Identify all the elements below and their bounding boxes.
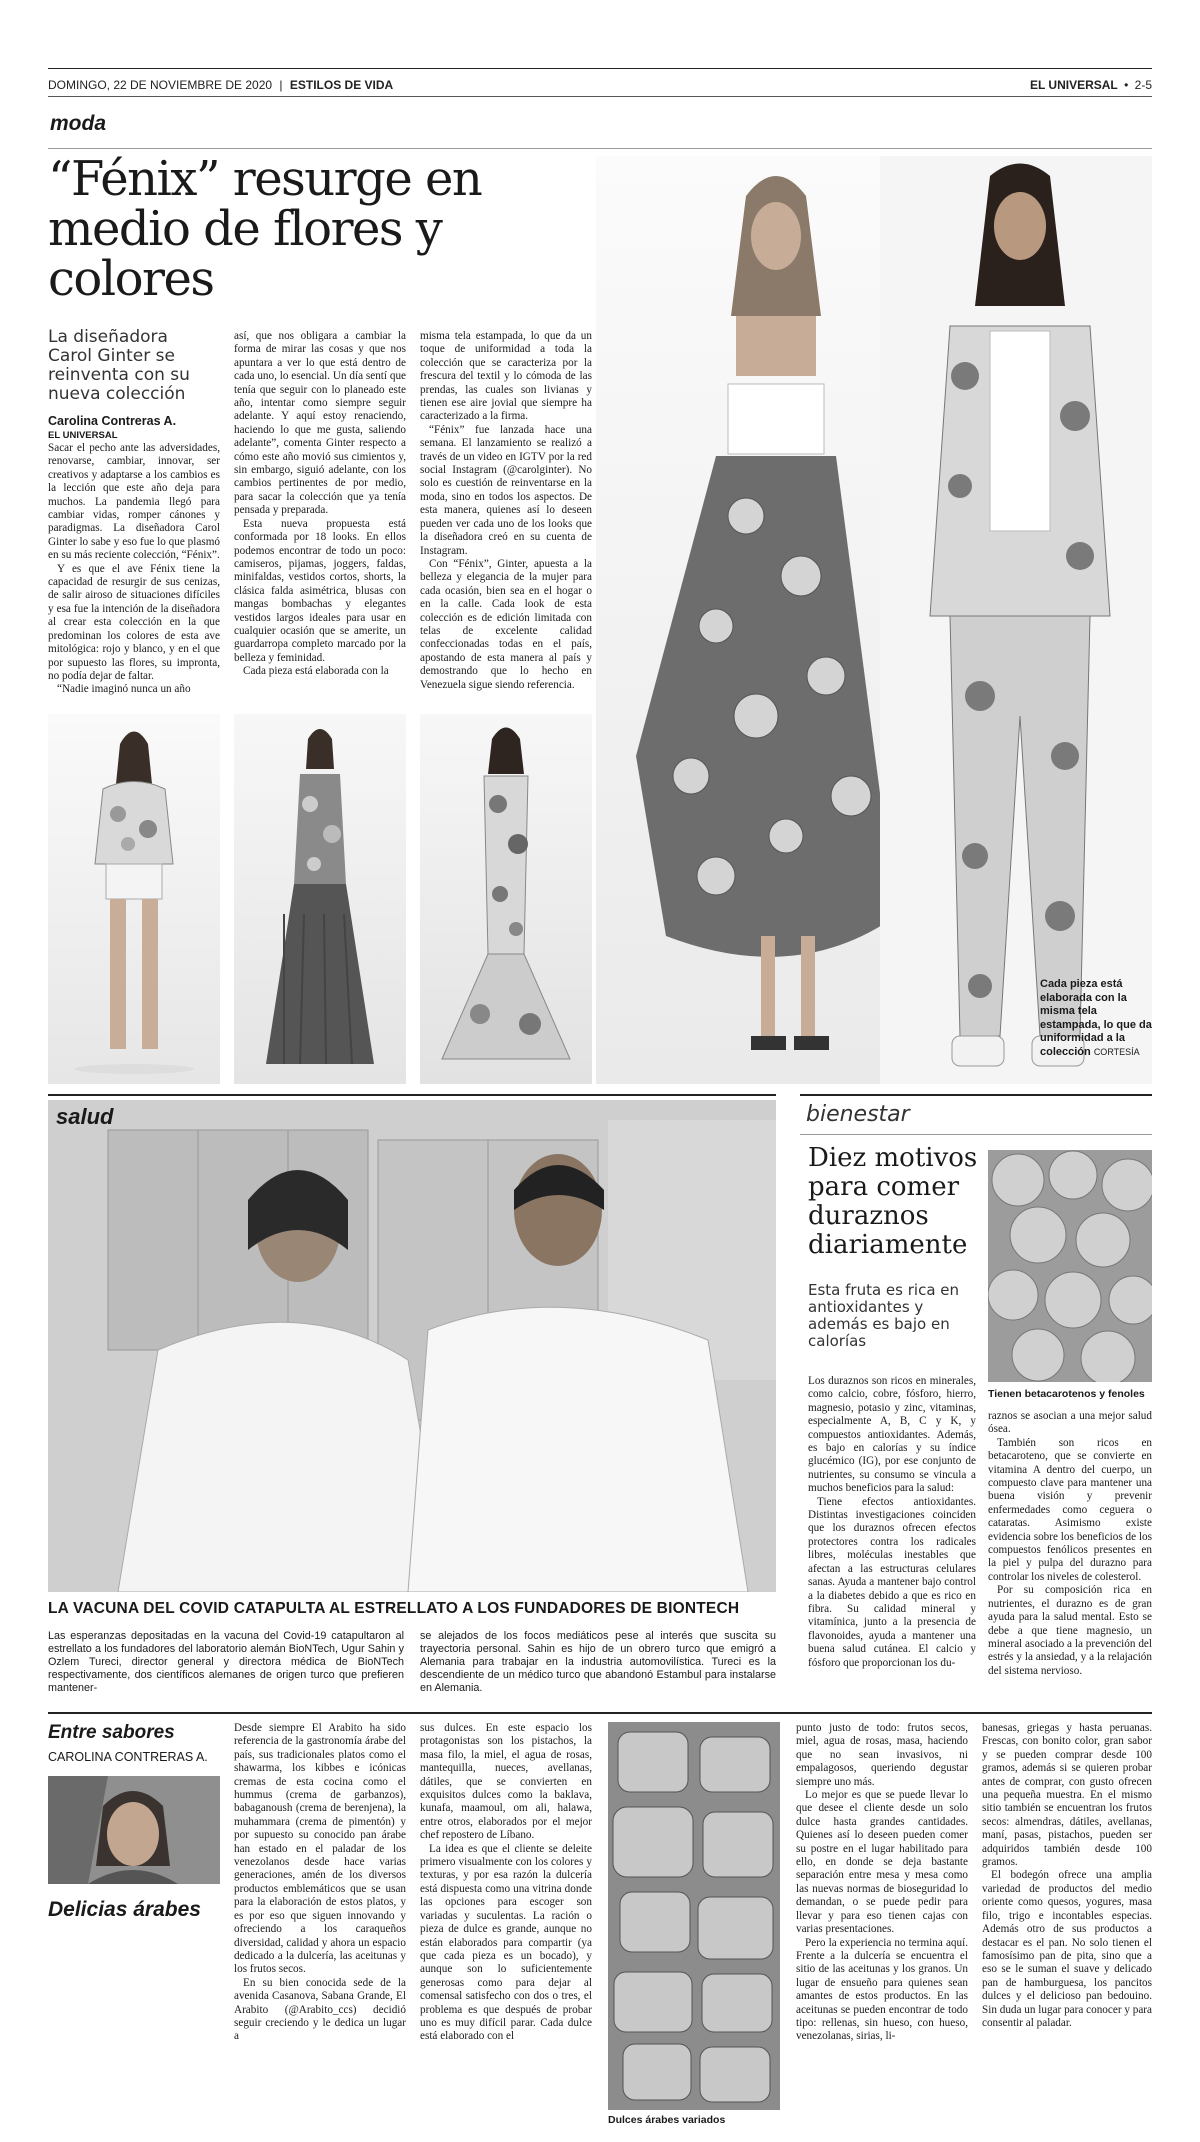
moda-rule bbox=[48, 148, 1152, 149]
moda-photo-credit: CORTESÍA bbox=[1093, 1046, 1140, 1057]
arab-sweets-illustration bbox=[608, 1722, 780, 2110]
salud-top-rule bbox=[48, 1094, 776, 1096]
arab-sweets-caption: Dulces árabes variados bbox=[608, 2114, 726, 2126]
moda-author: Carolina Contreras A. bbox=[48, 414, 177, 428]
paragraph: Sacar el pecho ante las adversidades, renovarse, cambiar, innovar, ser creativos y adaptarse a los cambios es la lección que este año deja para muchos. La pandemia llegó para cambiar vidas, romper cánones y paradigmas. La diseñadora Carol Ginter lo sabe y eso fue lo que plasmó en su más reciente colección, “Fénix”. bbox=[48, 442, 220, 562]
moda-column-2 bbox=[234, 330, 406, 679]
bienestar-column-2 bbox=[988, 1410, 1152, 1678]
peaches-photo-caption: Tienen betacarotenos y fenoles bbox=[988, 1388, 1145, 1400]
bienestar-top-rule bbox=[800, 1094, 1152, 1096]
paragraph: Esta nueva propuesta está conformada por 18 looks. En ellos podemos encontrar de todo un poco: camiseros, pijamas, joggers, faldas, minifaldas, vestidos cortos, shorts, la clásica falda asimétrica, blusas con mangas bombachas y elegantes vestidos largos ideales para usar en cualquier ocasión que se amerite, un guardarropa completo marcado por la belleza y feminidad. bbox=[234, 517, 406, 664]
paragraph: Por su composición rica en nutrientes, el durazno es de gran ayuda para la salud mental. Esto se debe a que tiene magnesio, un mineral asociado a la prevención del estrés y la ansiedad, y a la relajación del sistema nervioso. bbox=[988, 1584, 1152, 1677]
model-photo-long-dress bbox=[234, 714, 406, 1084]
model-jogger-illustration bbox=[880, 156, 1152, 1084]
paragraph: “Nadie imaginó nunca un año bbox=[57, 683, 191, 696]
model-photo-asymmetric-skirt bbox=[596, 156, 926, 1084]
paragraph: banesas, griegas y hasta peruanas. Frescas, con bonito color, gran sabor y se pueden comprar desde 100 gramos, además si se quieren probar antes de comprar, con gusto ofrecen una pequeña muestra. En el mismo sitio también se encuentran los frutos secos: almendras, dátiles, avellanas, maní, pasas, pistachos, pueden ser adquiridos también desde 100 gramos. bbox=[982, 1722, 1152, 1869]
paragraph: La idea es que el cliente se deleite primero visualmente con los colores y texturas, y por esa razón la dulcería está dispuesta como una vitrina donde las opciones para escoger son variadas y suculentas. La ración o pieza de dulce es grande, aunque no están elaborados para compartir (ya que cada pieza es un bocado), y aunque son lo suficientemente generosas como para dejar al comensal satisfecho con dos o tres, el problema es que después de probar uno es muy difícil parar. Cada dulce está elaborado con el bbox=[420, 1842, 592, 2043]
model-photo-mermaid-dress bbox=[420, 714, 592, 1084]
header-paper-name: EL UNIVERSAL bbox=[1029, 78, 1118, 92]
model-shorts-illustration bbox=[48, 714, 220, 1084]
header-top-rule bbox=[48, 68, 1152, 69]
moda-photo-caption bbox=[1040, 978, 1152, 1059]
bienestar-headline: Diez motivos para comer duraznos diariamente bbox=[808, 1143, 978, 1260]
header-date-line: DOMINGO, 22 DE NOVIEMBRE DE 2020 | ESTILOS DE VIDA bbox=[48, 78, 394, 92]
paragraph: así, que nos obligara a cambiar la forma de mirar las cosas y que nos apuntara a ver lo que está dentro de cada uno, lo esencial. Un día sentí que tenía que seguir con lo planeado este año, intentar como siempre seguir adelante. Y aquí estoy renaciendo, haciendo lo que me gusta, saliendo adelante”, comenta Ginter respecto a cómo este año movió sus cimientos y, sin embargo, siguió adelante, con los cambios pertinentes de por medio, para sacar la colección que ya tenía pensada y preparada. bbox=[234, 330, 406, 517]
moda-caption-text: Cada pieza está elaborada con la misma tela estampada, lo que da uniformidad a la colección bbox=[1040, 978, 1152, 1058]
paragraph: Pero la experiencia no termina aquí. Frente a la dulcería se encuentra el sitio de las aceitunas y los granos. Un lugar de ensueño para quienes sean amantes de estos productos. En las aceitunas se pueden encontrar de todo tipo: rellenas, sin hueso, con hueso, venezolanas, sirias, li- bbox=[796, 1936, 968, 2043]
paragraph: punto justo de todo: frutos secos, miel, agua de rosas, masa, haciendo que no sean invasivos, ni empalagosos, queriendo degustar siempre uno más. bbox=[796, 1722, 968, 1788]
author-portrait-illustration bbox=[48, 1776, 220, 1884]
entre-sabores-title: Delicias árabes bbox=[48, 1898, 201, 1921]
paragraph: En su bien conocida sede de la avenida Casanova, Sabana Grande, El Arabito (@Arabito_ccs) decidió seguir creciendo y le dedica un lugar a bbox=[234, 1976, 406, 2043]
paragraph: misma tela estampada, lo que da un toque de uniformidad a toda la colección que se caracteriza por la frescura del textil y lo cómoda de las prendas, las cuales son livianas y tienen ese aire jovial que siempre ha caracterizado a la firma. bbox=[420, 330, 592, 423]
model-mermaid-dress-illustration bbox=[420, 714, 592, 1084]
bienestar-deck: Esta fruta es rica en antioxidantes y además es bajo en calorías bbox=[808, 1281, 960, 1350]
model-skirt-illustration bbox=[596, 156, 926, 1084]
author-portrait-photo bbox=[48, 1776, 220, 1884]
salud-headline: LA VACUNA DEL COVID CATAPULTA AL ESTRELLATO A LOS FUNDADORES DE BIONTECH bbox=[48, 1600, 740, 1617]
arab-sweets-photo bbox=[608, 1722, 780, 2110]
entre-sabores-column-name: Entre sabores bbox=[48, 1722, 175, 1743]
salud-section-label: salud bbox=[56, 1104, 114, 1129]
paragraph: Y es que el ave Fénix tiene la capacidad de resurgir de sus cenizas, de salir airoso de situaciones difíciles y esa fue la intención de la diseñadora al crear esta colección en la que predominan los colores de esta ave mitológica: rojo y blanco, y en el que por supuesto las flores, su impronta, no podía dejar de faltar. bbox=[48, 562, 220, 682]
model-photo-shorts bbox=[48, 714, 220, 1084]
entre-sabores-top-rule bbox=[48, 1712, 1152, 1714]
entre-sabores-author: CAROLINA CONTRERAS A. bbox=[48, 1750, 208, 1764]
header-date: DOMINGO, 22 DE NOVIEMBRE DE 2020 bbox=[48, 78, 273, 92]
moda-section-label: moda bbox=[50, 112, 107, 135]
moda-headline: “Fénix” resurge en medio de flores y colores bbox=[48, 151, 482, 307]
bienestar-column-1 bbox=[808, 1375, 976, 1670]
header-bottom-rule bbox=[48, 96, 1152, 97]
peaches-photo bbox=[988, 1150, 1152, 1382]
moda-column-1 bbox=[48, 442, 220, 697]
header-paper-line: EL UNIVERSAL • 2-5 bbox=[1029, 78, 1152, 92]
entre-sabores-column-1 bbox=[234, 1722, 406, 2044]
moda-column-3 bbox=[420, 330, 592, 692]
peaches-illustration bbox=[988, 1150, 1152, 1382]
bienestar-rule bbox=[800, 1134, 1152, 1135]
entre-sabores-column-2 bbox=[420, 1722, 592, 2044]
paragraph: También son ricos en betacaroteno, que se convierte en vitamina A dentro del cuerpo, un compuesto clave para mantener una buena visión y prevenir enfermedades como ceguera o cataratas. Asimismo existe evidencia sobre los beneficios de los compuestos fenólicos presentes en la piel y pulpa del durazno para controlar los niveles de colesterol. bbox=[988, 1436, 1152, 1583]
paragraph: Cada pieza está elaborada con la bbox=[243, 665, 389, 678]
moda-deck: La diseñadora Carol Ginter se reinventa con su nueva colección bbox=[48, 327, 190, 404]
moda-outlet: EL UNIVERSAL bbox=[48, 430, 118, 441]
bienestar-section-label: bienestar bbox=[806, 1102, 910, 1127]
biontech-founders-illustration bbox=[48, 1100, 776, 1592]
paragraph: sus dulces. En este espacio los protagonistas son los pistachos, la masa filo, la miel, el agua de rosas, mantequilla, nueces, avellanas, dátiles, que se convierten en exquisitos dulces como la baklava, kunafa, maamoul, om ali, halawa, entre otros, elaborados por el mejor chef repostero de Líbano. bbox=[420, 1722, 592, 1842]
paragraph: “Fénix” fue lanzada hace una semana. El lanzamiento se realizó a través de un video en IGTV por la red social Instagram (@carolginter). No solo es cuestión de reinventarse en la moda, sino en todos los aspectos. De esta manera, quienes así lo deseen pueden ver cada uno de los looks que la diseñadora creó en su cuenta de Instagram. bbox=[420, 423, 592, 557]
header-section: ESTILOS DE VIDA bbox=[289, 78, 394, 92]
entre-sabores-column-3 bbox=[796, 1722, 968, 2044]
biontech-founders-photo bbox=[48, 1100, 776, 1592]
salud-column-1: Las esperanzas depositadas en la vacuna del Covid-19 catapultaron al estrellato a los fundadores del laboratorio alemán BioNTech, Ugur Sahin y Ozlem Tureci, director general y directora médica de BioNTech respectivamente, dos científicos alemanes de origen turco que prefieren mantener- bbox=[48, 1630, 404, 1694]
model-long-dress-illustration bbox=[234, 714, 406, 1084]
paragraph: El bodegón ofrece una amplia variedad de productos del medio oriente como quesos, yogures, masa filo, trigo e incontables especias. Además otro de sus productos a destacar es el pan. No solo tienen el famosísimo pan de pita, sino que a eso se le suman el suave y delicado pan de hamburguesa, los pancitos dulces y el delicioso pan bedouino. Sin duda un lugar para conocer y para consentir al paladar. bbox=[982, 1869, 1152, 2029]
paragraph: Desde siempre El Arabito ha sido referencia de la gastronomía árabe del país, sus tradicionales platos como el shawarma, los kibbes e icónicas cremas de esta cocina como el hummus (crema de garbanzos), babaganoush (crema de berenjena), la muhammara (crema de pimentón) y por supuesto su conocido pan árabe han estado en el paladar de los venezolanos desde hace varias generaciones, amén de los diversos productos emblemáticos que se usan para la elaboración de estos platos, y es por eso que siguen innovando y ofreciendo a los caraqueños diversidad, calidad y ahora un espacio dedicado a la dulcería, las aceitunas y los frutos secos. bbox=[234, 1722, 406, 1976]
paragraph: Los duraznos son ricos en minerales, como calcio, cobre, fósforo, hierro, magnesio, potasio y zinc, vitaminas, especialmente A, B, C y K, y compuestos antioxidantes. Además, es bajo en calorías y su índice glucémico (IG), por ese conjunto de nutrientes, su consumo se vincula a muchos beneficios para la salud: bbox=[808, 1375, 976, 1495]
salud-column-2: se alejados de los focos mediáticos pese al interés que suscita su trayectoria personal. Sahin es hijo de un obrero turco que emigró a Alemania para trabajar en la industria automovilística. Tureci es la descendiente de un médico turco que abandonó Estambul para instalarse en Alemania. bbox=[420, 1630, 776, 1694]
entre-sabores-column-4 bbox=[982, 1722, 1152, 2030]
header-page-number: 2-5 bbox=[1134, 78, 1152, 92]
paragraph: Lo mejor es que se puede llevar lo que desee el cliente desde un solo dulce hasta grandes cantidades. Quienes así lo deseen pueden comer su postre en el lugar habilitado para ello, en donde se deja bastante separación entre mesa y mesa como las nuevas normas de bioseguridad lo demandan, o se puede pedir para llevar y para eso tienen cajas con varias presentaciones. bbox=[796, 1789, 968, 1936]
model-photo-jogger-set bbox=[880, 156, 1152, 1084]
paragraph: raznos se asocian a una mejor salud ósea. bbox=[988, 1410, 1152, 1436]
paragraph: Con “Fénix”, Ginter, apuesta a la belleza y elegancia de la mujer para cada ocasión, bien sea en el hogar o en la calle. Cada look de esta colección es de edición limitada con telas de excelente calidad confeccionadas todas en el país, apostando de esta manera al país y demostrando que lo hecho en Venezuela sigue siendo referencia. bbox=[420, 557, 592, 691]
paragraph: Tiene efectos antioxidantes. Distintas investigaciones coinciden que los duraznos ofrecen efectos protectores contra los radicales libres, moléculas inestables que afectan a las estructuras celulares sanas. Ayuda a mantener bajo control a la diabetes debido a que es rico en fibra. Su calidad mineral y vitamínica, junto a la presencia de flavonoides, ayuda a mantener una buena salud cutánea. El calcio y fósforo que proporcionan los du- bbox=[808, 1495, 976, 1669]
